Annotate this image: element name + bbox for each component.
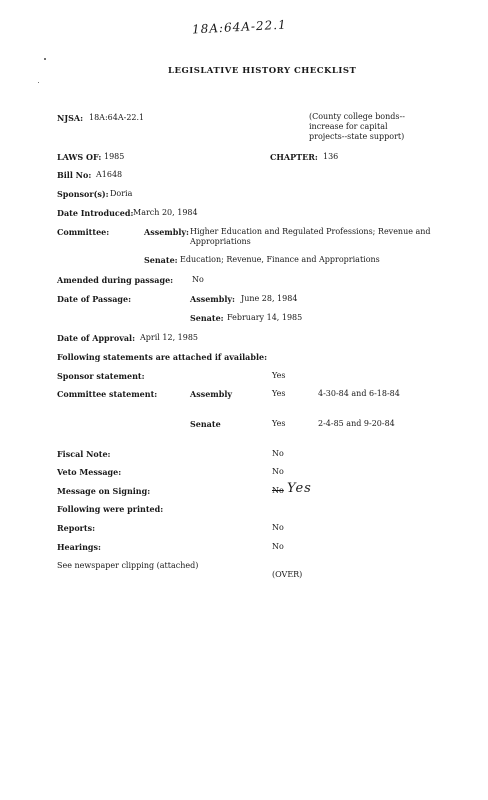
passage-senate-value: February 14, 1985 xyxy=(227,313,303,322)
veto-message-label: Veto Message: xyxy=(57,467,122,477)
laws-of-label: LAWS OF: xyxy=(57,152,102,162)
laws-of-value: 1985 xyxy=(104,152,125,161)
subject-note-line-3: projects--state support) xyxy=(309,132,405,141)
committee-statement-senate-label: Senate xyxy=(190,419,221,429)
date-introduced-value: March 20, 1984 xyxy=(133,208,198,217)
approval-value: April 12, 1985 xyxy=(140,333,199,342)
committee-assembly-value-1: Higher Education and Regulated Professions; Revenue and xyxy=(190,227,431,236)
committee-statement-senate-value: Yes xyxy=(272,419,286,428)
committee-statement-senate-dates: 2-4-85 and 9-20-84 xyxy=(318,419,395,428)
committee-statement-label: Committee statement: xyxy=(57,389,158,399)
passage-senate-label: Senate: xyxy=(190,313,224,323)
date-introduced-label: Date Introduced: xyxy=(57,208,134,218)
sponsor-statement-label: Sponsor statement: xyxy=(57,371,145,381)
page-title: LEGISLATIVE HISTORY CHECKLIST xyxy=(168,66,357,76)
committee-senate-value: Education; Revenue, Finance and Appropriations xyxy=(180,255,380,264)
amended-value: No xyxy=(192,275,204,284)
speck-mark xyxy=(44,58,46,60)
fiscal-note-value: No xyxy=(272,449,284,458)
following-printed-heading: Following were printed: xyxy=(57,504,164,514)
passage-assembly-label: Assembly: xyxy=(190,294,236,304)
bill-no-label: Bill No: xyxy=(57,170,92,180)
committee-statement-assembly-dates: 4-30-84 and 6-18-84 xyxy=(318,389,400,398)
reports-label: Reports: xyxy=(57,523,96,533)
hearings-label: Hearings: xyxy=(57,542,101,552)
message-signing-handwritten-value: Yes xyxy=(287,481,312,496)
message-signing-label: Message on Signing: xyxy=(57,486,151,496)
following-attached-heading: Following statements are attached if available: xyxy=(57,352,268,362)
approval-label: Date of Approval: xyxy=(57,333,136,343)
njsa-value: 18A:64A-22.1 xyxy=(89,113,145,122)
fiscal-note-label: Fiscal Note: xyxy=(57,449,111,459)
reports-value: No xyxy=(272,523,284,532)
sponsor-statement-value: Yes xyxy=(272,371,286,380)
subject-note-line-1: (County college bonds-- xyxy=(309,112,405,121)
passage-assembly-value: June 28, 1984 xyxy=(241,294,298,303)
subject-note-line-2: increase for capital xyxy=(309,122,388,131)
committee-assembly-label: Assembly: xyxy=(144,227,190,237)
committee-label: Committee: xyxy=(57,227,110,237)
committee-statement-assembly-value: Yes xyxy=(272,389,286,398)
chapter-value: 136 xyxy=(323,152,339,161)
sponsor-label: Sponsor(s): xyxy=(57,189,109,199)
amended-label: Amended during passage: xyxy=(57,275,174,285)
sponsor-value: Doria xyxy=(110,189,133,198)
newspaper-clipping-note: See newspaper clipping (attached) xyxy=(57,561,199,570)
hearings-value: No xyxy=(272,542,284,551)
bill-no-value: A1648 xyxy=(96,170,123,179)
committee-assembly-value-2: Appropriations xyxy=(190,237,251,246)
message-signing-struck-value: No xyxy=(272,486,284,495)
over-note: (OVER) xyxy=(272,570,303,579)
speck-mark xyxy=(38,82,39,83)
passage-label: Date of Passage: xyxy=(57,294,132,304)
committee-statement-assembly-label: Assembly xyxy=(190,389,233,399)
handwritten-header: 18A:64A-22.1 xyxy=(191,17,287,37)
committee-senate-label: Senate: xyxy=(144,255,178,265)
veto-message-value: No xyxy=(272,467,284,476)
njsa-label: NJSA: xyxy=(57,113,84,123)
chapter-label: CHAPTER: xyxy=(270,152,318,162)
